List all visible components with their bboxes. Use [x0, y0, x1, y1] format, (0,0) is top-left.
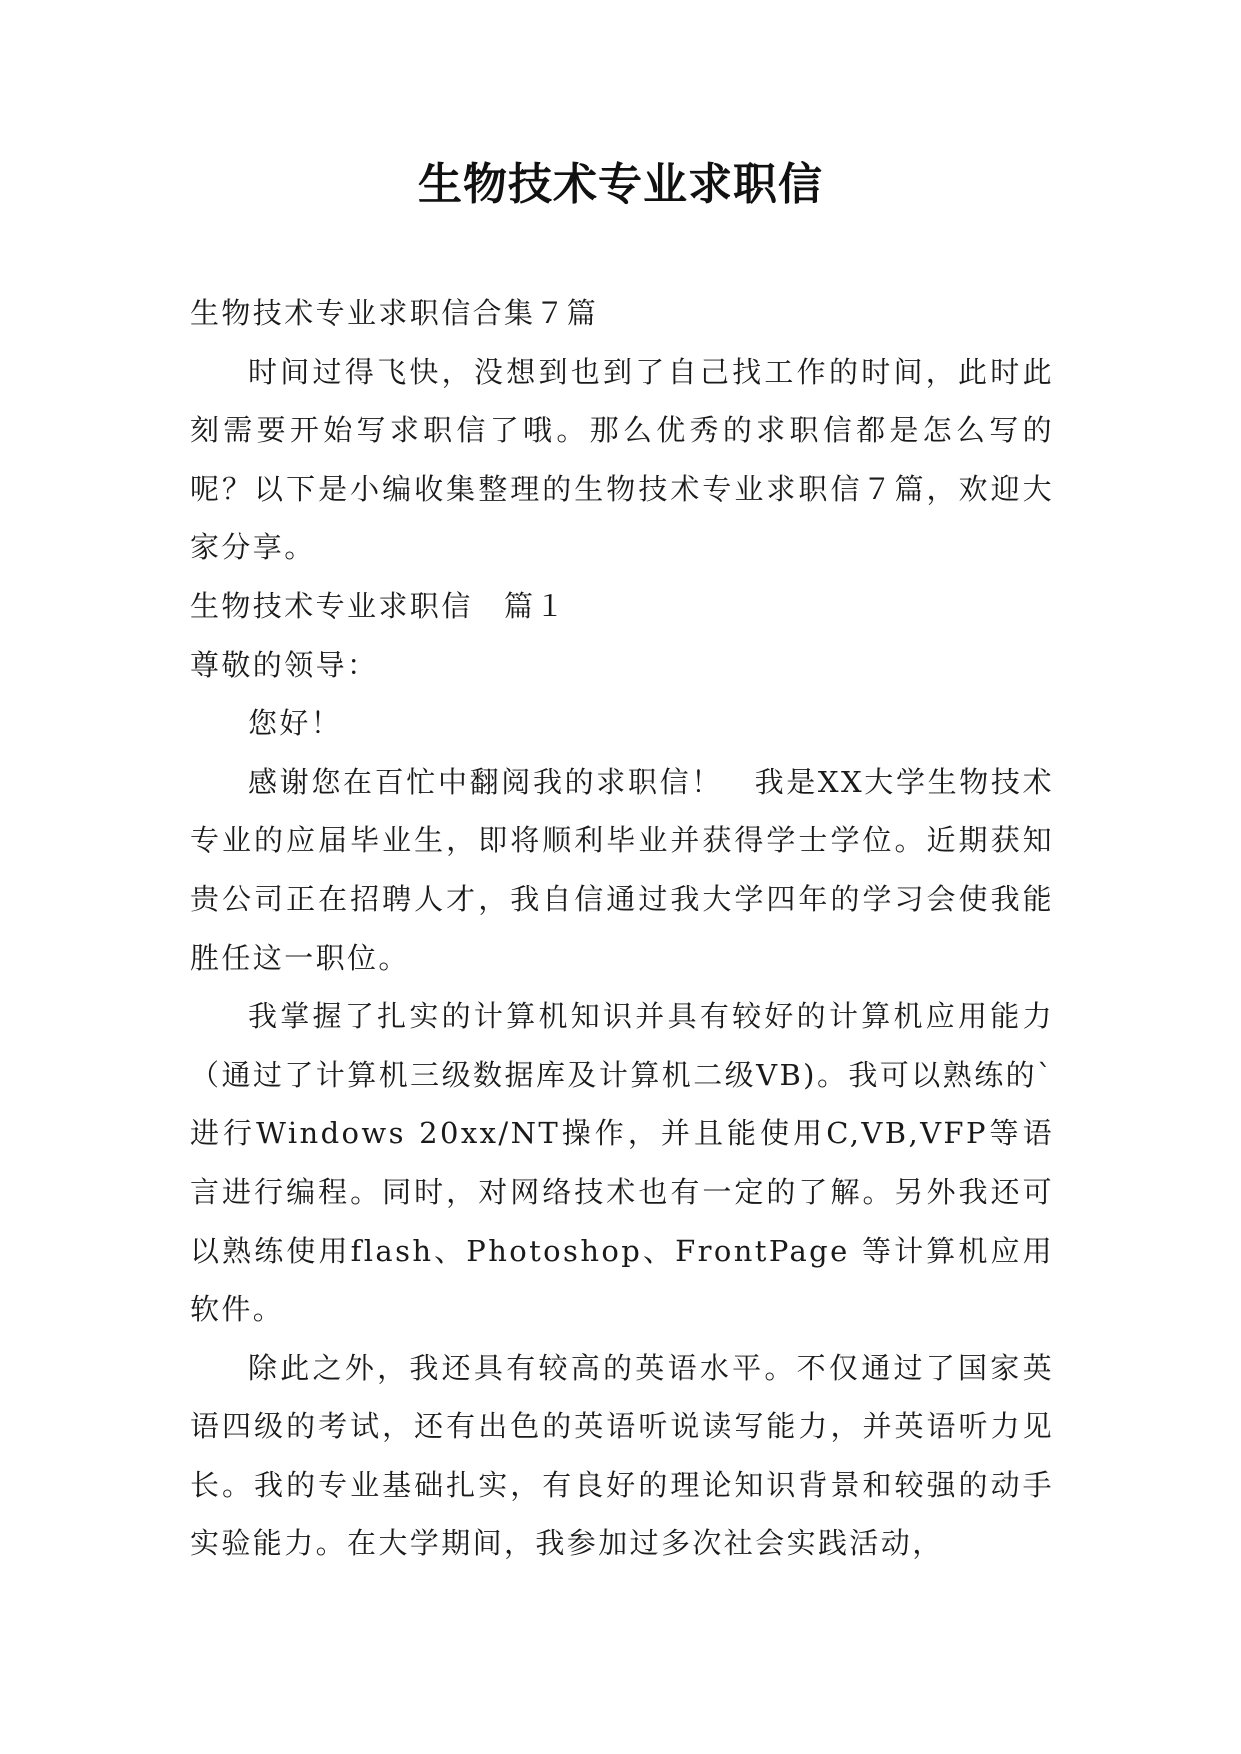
paragraph-intro: 时间过得飞快，没想到也到了自己找工作的时间，此时此刻需要开始写求职信了哦。那么优秀的求职信都是怎么写的呢？以下是小编收集整理的生物技术专业求职信７篇，欢迎大家分享。	[190, 354, 1054, 565]
paragraph-subtitle: 生物技术专业求职信合集７篇	[190, 296, 599, 330]
paragraph-body-3: 除此之外，我还具有较高的英语水平。不仅通过了国家英语四级的考试，还有出色的英语听说读写能力，并英语听力见长。我的专业基础扎实，有良好的理论知识背景和较强的动手实验能力。在大学期间，我参加过多次社会实践活动，	[190, 1350, 1054, 1561]
paragraph-body-2: 我掌握了扎实的计算机知识并具有较好的计算机应用能力（通过了计算机三级数据库及计算机二级VB)。我可以熟练的`进行Windows 20xx/NT操作，并且能使用C,VB,VFP等语言进行编程。同时，对网络技术也有一定的了解。另外我还可以熟练使用flash、Photoshop、FrontPage 等计算机应用软件。	[190, 999, 1054, 1327]
paragraph-greeting: 您好！	[248, 706, 343, 741]
paragraph-salutation: 尊敬的领导：	[190, 647, 379, 682]
paragraph-body-1: 感谢您在百忙中翻阅我的求职信！ 我是XX大学生物技术专业的应届毕业生，即将顺利毕业并获得学士学位。近期获知贵公司正在招聘人才，我自信通过我大学四年的学习会使我能胜任这一职位。	[190, 764, 1054, 975]
document-title: 生物技术专业求职信	[418, 159, 823, 210]
document-body	[190, 284, 1054, 1573]
paragraph-section-heading: 生物技术专业求职信 篇１	[190, 588, 567, 623]
